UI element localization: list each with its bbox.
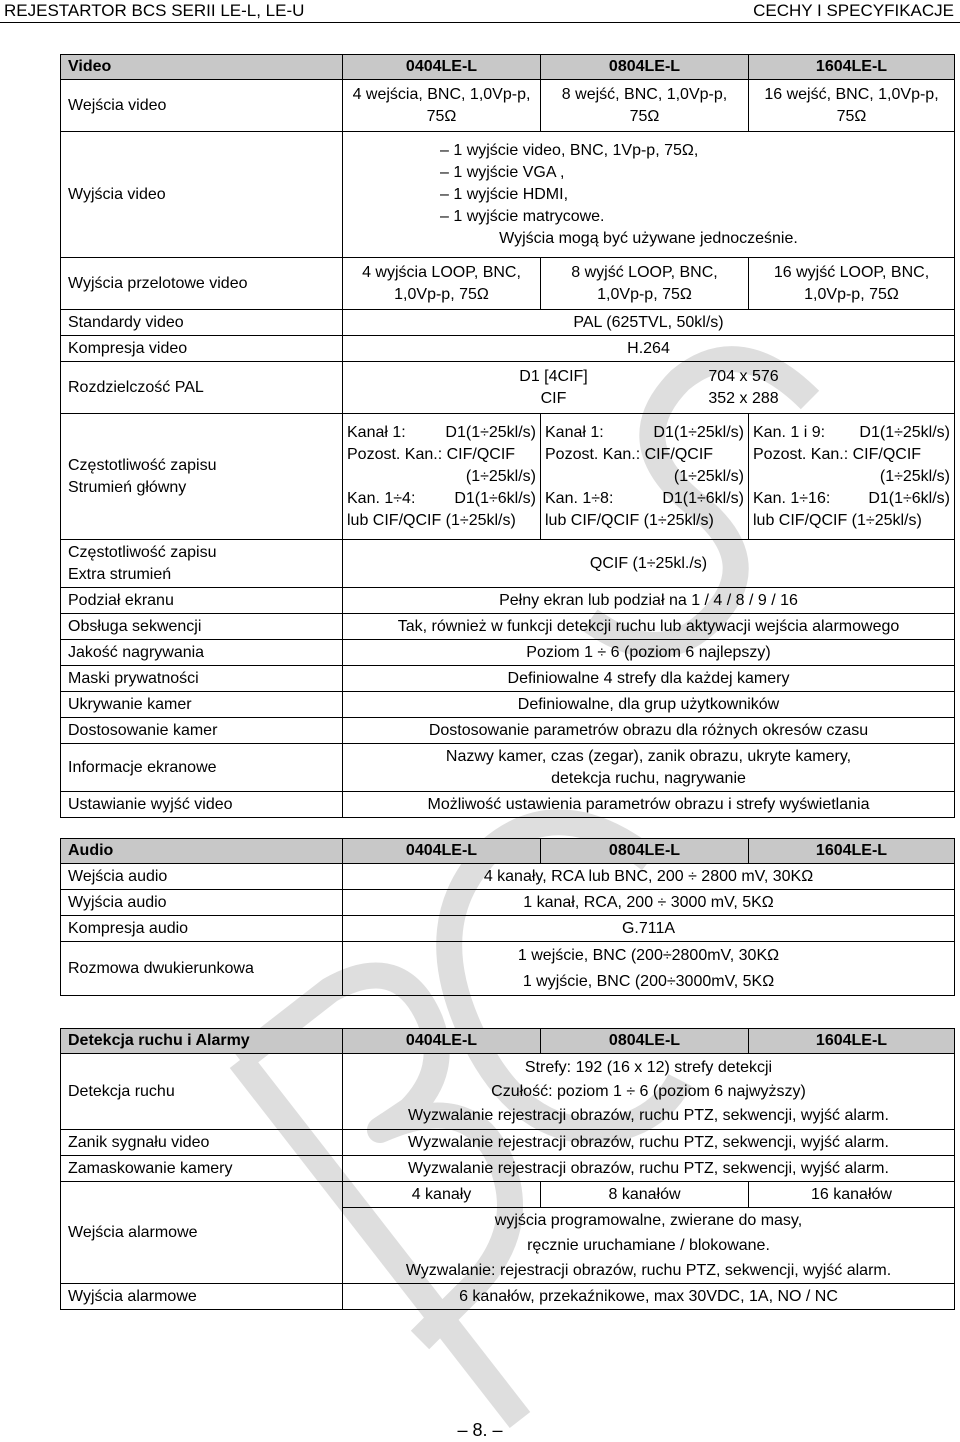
list-item: – 1 wyjście matrycowe. [440,206,947,228]
table-row [61,132,955,258]
table-row [61,864,955,890]
cell-line: Nazwy kamer, czas (zegar), zanik obrazu, ukryte kamery, [445,747,852,765]
cell-value: Wyzwalanie rejestracji obrazów, ruchu PTZ, sekwencji, wyjść alarm. [343,1130,955,1156]
cell-line: ręcznie uruchamiane / blokowane. [527,1237,770,1254]
alarms-spec-table [60,1028,955,1310]
rate-text: (1÷25kl/s) [465,467,536,485]
rate-text: Pozost. Kan.: CIF/QCIF [347,445,516,463]
row-label: Wyjścia video [61,132,343,258]
row-label: Kompresja audio [61,916,343,942]
rate-cell-0404 [343,414,541,540]
row-label [61,540,343,588]
table-row [61,916,955,942]
resolution-value: 352 x 288 [708,389,779,407]
col-0404: 0404LE-L [343,1029,541,1054]
resolution-name: CIF [540,389,567,407]
cell-line: Czułość: poziom 1 ÷ 6 (poziom 6 najwyższy) [491,1082,806,1100]
table-row [61,1182,955,1208]
cell-value: 8 wejść, BNC, 1,0Vp-p, 75Ω [541,80,749,132]
table-row [61,718,955,744]
table-row [61,588,955,614]
table-row [61,310,955,336]
rate-text: (1÷25kl/s) [879,467,950,485]
cell-value: 16 wyjść LOOP, BNC, 1,0Vp-p, 75Ω [749,258,955,310]
page-number-value: 8. [472,1420,488,1440]
audio-title: Audio [61,839,343,864]
talk-cell [343,942,955,996]
cell-value: Dostosowanie parametrów obrazu dla różnych okresów czasu [343,718,955,744]
table-row [61,1156,955,1182]
cell-value: 6 kanałów, przekaźnikowe, max 30VDC, 1A, NO / NC [343,1284,955,1310]
rate-text: Pozost. Kan.: CIF/QCIF [545,445,714,463]
rate-cell-0804 [541,414,749,540]
cell-value: Możliwość ustawienia parametrów obrazu i strefy wyświetlania [343,792,955,818]
table-row [61,80,955,132]
table-row [61,414,955,540]
motion-cell [343,1054,955,1130]
row-label: Wyjścia przelotowe video [61,258,343,310]
row-label: Detekcja ruchu [61,1054,343,1130]
audio-header-row [61,839,955,864]
col-1604: 1604LE-L [749,1029,955,1054]
row-label: Rozmowa dwukierunkowa [61,942,343,996]
cell-line: Wyzwalanie rejestracji obrazów, ruchu PTZ, sekwencji, wyjść alarm. [408,1106,889,1124]
rate-text: D1(1÷6kl/s) [662,489,744,507]
table-row [61,666,955,692]
row-label: Ukrywanie kamer [61,692,343,718]
cell-value: 4 wejścia, BNC, 1,0Vp-p, 75Ω [343,80,541,132]
list-item: – 1 wyjście video, BNC, 1Vp-p, 75Ω, [440,140,947,162]
cell-value: Wyzwalanie rejestracji obrazów, ruchu PTZ, sekwencji, wyjść alarm. [343,1156,955,1182]
col-1604: 1604LE-L [749,839,955,864]
table-row [61,890,955,916]
resolution-name: D1 [4CIF] [519,367,588,385]
cell-value: 8 kanałów [541,1182,749,1208]
table-row [61,692,955,718]
rate-text: Kan. 1÷8: [545,489,614,507]
page-header [0,0,960,23]
cell-value: G.711A [343,916,955,942]
outputs-cell [343,132,955,258]
cell-value: 8 wyjść LOOP, BNC, 1,0Vp-p, 75Ω [541,258,749,310]
label-line: Częstotliwość zapisu [68,456,217,474]
cell-value: Definiowalne 4 strefy dla każdej kamery [343,666,955,692]
rate-text: D1(1÷25kl/s) [445,423,536,441]
cell-value: 4 kanały [343,1182,541,1208]
row-label: Kompresja video [61,336,343,362]
row-label: Obsługa sekwencji [61,614,343,640]
row-label: Wyjścia audio [61,890,343,916]
col-0404: 0404LE-L [343,839,541,864]
rate-text: Kanał 1: [347,423,406,441]
table-row [61,336,955,362]
outputs-list [350,140,947,228]
cell-value: Definiowalne, dla grup użytkowników [343,692,955,718]
cell-value: 1 kanał, RCA, 200 ÷ 3000 mV, 5KΩ [343,890,955,916]
rate-text: D1(1÷25kl/s) [653,423,744,441]
row-label: Zanik sygnału video [61,1130,343,1156]
cell-value: 4 wyjścia LOOP, BNC, 1,0Vp-p, 75Ω [343,258,541,310]
cell-value: 16 wejść, BNC, 1,0Vp-p, 75Ω [749,80,955,132]
rate-text: lub CIF/QCIF (1÷25kl/s) [347,511,516,529]
rate-text: Kan. 1 i 9: [753,423,826,441]
row-label: Ustawianie wyjść video [61,792,343,818]
col-1604: 1604LE-L [749,55,955,80]
row-label: Standardy video [61,310,343,336]
video-title: Video [61,55,343,80]
cell-line: 1 wejście, BNC (200÷2800mV, 30KΩ [517,946,780,964]
rate-text: D1(1÷25kl/s) [859,423,950,441]
resolution-value: 704 x 576 [708,367,779,385]
cell-line: wyjścia programowalne, zwierane do masy, [494,1212,803,1229]
table-row [61,1130,955,1156]
page-number: – 8. – [457,1420,503,1440]
row-label: Jakość nagrywania [61,640,343,666]
rate-text: D1(1÷6kl/s) [868,489,950,507]
col-0404: 0404LE-L [343,55,541,80]
rate-text: lub CIF/QCIF (1÷25kl/s) [753,511,922,529]
table-row [61,1054,955,1130]
alarm-inputs-cell [343,1208,955,1284]
table-row [61,942,955,996]
row-label: Zamaskowanie kamery [61,1156,343,1182]
cell-value: PAL (625TVL, 50kl/s) [343,310,955,336]
rate-text: lub CIF/QCIF (1÷25kl/s) [545,511,714,529]
table-row [61,540,955,588]
alarms-header-row [61,1029,955,1054]
cell-value: Pełny ekran lub podział na 1 / 4 / 8 / 9 / 16 [343,588,955,614]
row-label: Dostosowanie kamer [61,718,343,744]
col-0804: 0804LE-L [541,55,749,80]
row-label: Maski prywatności [61,666,343,692]
resolution-cell [343,362,955,414]
row-label: Wejścia alarmowe [61,1182,343,1284]
table-row [61,640,955,666]
table-row [61,614,955,640]
table-row [61,744,955,792]
rate-text: Pozost. Kan.: CIF/QCIF [753,445,922,463]
cell-value: H.264 [343,336,955,362]
table-row [61,1284,955,1310]
row-label: Informacje ekranowe [61,744,343,792]
rate-cell-1604 [749,414,955,540]
label-line: Strumień główny [68,478,187,496]
header-title: REJESTARTOR BCS SERII LE-L, LE-U [4,1,305,20]
video-spec-table [60,54,955,818]
row-label: Wyjścia alarmowe [61,1284,343,1310]
row-label: Wejścia audio [61,864,343,890]
col-0804: 0804LE-L [541,1029,749,1054]
row-label: Wejścia video [61,80,343,132]
rate-text: Kanał 1: [545,423,604,441]
table-row [61,792,955,818]
audio-spec-table [60,838,955,996]
cell-value: 16 kanałów [749,1182,955,1208]
osd-cell [343,744,955,792]
label-line: Częstotliwość zapisu [68,543,217,561]
label-line: Extra strumień [68,565,172,583]
cell-line: Wyzwalanie: rejestracji obrazów, ruchu PTZ, sekwencji, wyjść alarm. [405,1262,892,1279]
col-0804: 0804LE-L [541,839,749,864]
table-row [61,362,955,414]
cell-line: Strefy: 192 (16 x 12) strefy detekcji [524,1058,773,1076]
list-item: – 1 wyjście VGA , [440,162,947,184]
row-label: Podział ekranu [61,588,343,614]
cell-value: QCIF (1÷25kl./s) [343,540,955,588]
cell-value: Poziom 1 ÷ 6 (poziom 6 najlepszy) [343,640,955,666]
list-item: – 1 wyjście HDMI, [440,184,947,206]
cell-line: 1 wyjście, BNC (200÷3000mV, 5KΩ [522,972,775,990]
rate-text: Kan. 1÷16: [753,489,831,507]
cell-line: detekcja ruchu, nagrywanie [551,769,746,787]
row-label: Rozdzielczość PAL [61,362,343,414]
rate-text: Kan. 1÷4: [347,489,416,507]
rate-text: D1(1÷6kl/s) [454,489,536,507]
video-header-row [61,55,955,80]
header-section: CECHY I SPECYFIKACJE [753,1,954,20]
table-row [61,258,955,310]
alarms-title: Detekcja ruchu i Alarmy [61,1029,343,1054]
cell-value: 4 kanały, RCA lub BNC, 200 ÷ 2800 mV, 30KΩ [343,864,955,890]
cell-value: Tak, również w funkcji detekcji ruchu lub aktywacji wejścia alarmowego [343,614,955,640]
rate-text: (1÷25kl/s) [673,467,744,485]
row-label [61,414,343,540]
outputs-note: Wyjścia mogą być używane jednocześnie. [499,229,798,247]
